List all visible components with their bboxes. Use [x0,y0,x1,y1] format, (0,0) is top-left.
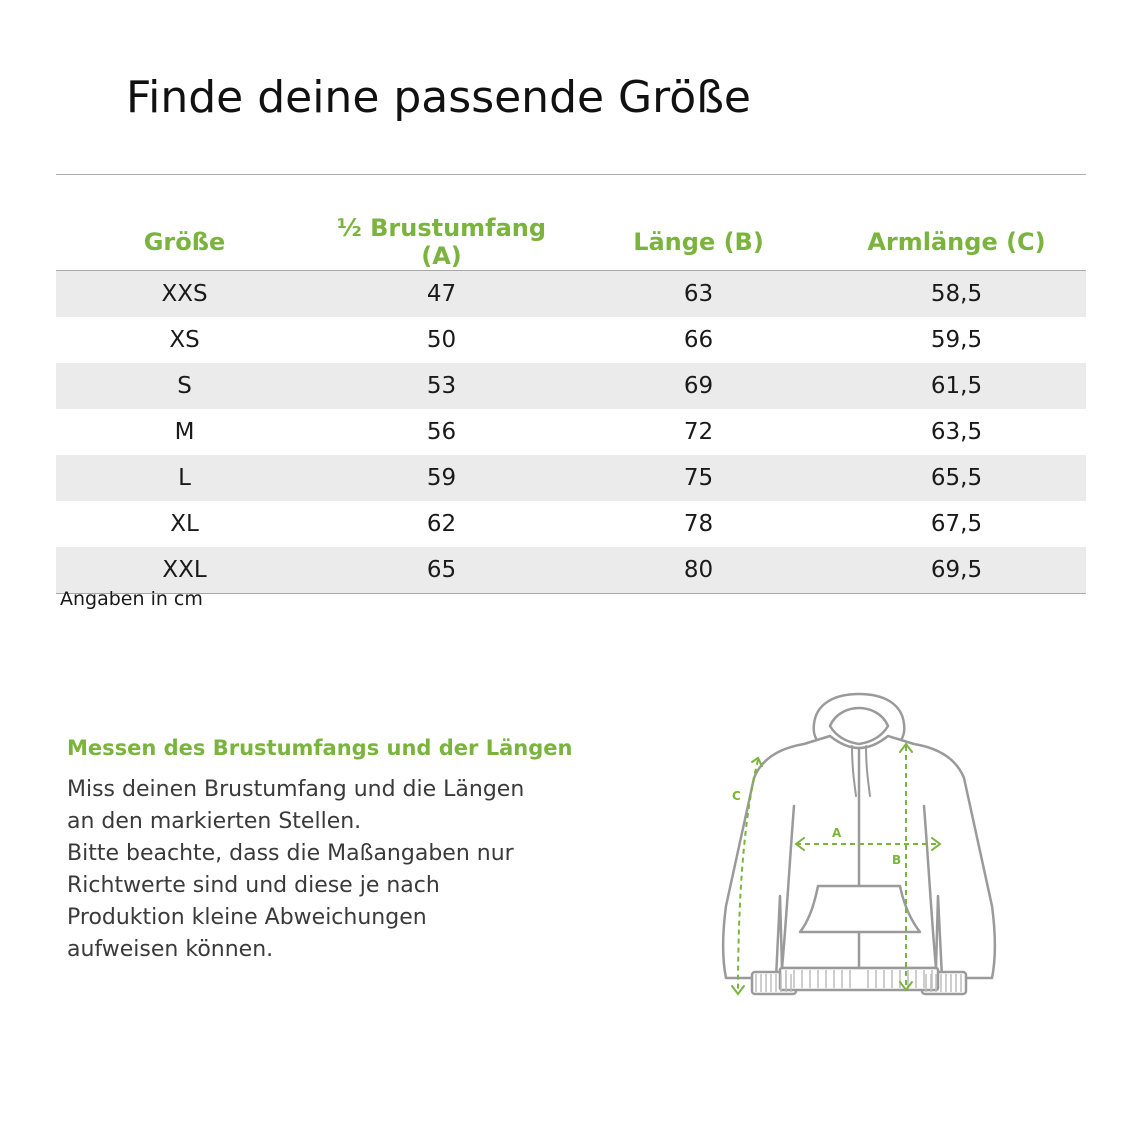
cell-size: L [56,455,313,501]
table-row [56,455,1086,501]
instruction-line: Miss deinen Brustumfang und die Längen [67,777,525,802]
measuring-heading: Messen des Brustumfangs und der Längen [67,736,573,760]
size-table [56,214,1086,594]
cell-length: 75 [570,455,827,501]
cell-length: 80 [570,547,827,594]
cell-chest: 62 [426,511,457,537]
cell-length: 66 [683,327,714,353]
header-length: Länge (B) [570,214,827,271]
cell-chest: 65 [313,547,570,594]
table-header-row [56,214,1086,271]
instruction-line: Bitte beachte, dass die Maßangaben nur [67,841,514,866]
table-row [56,317,1086,363]
cell-sleeve: 63,5 [930,419,983,445]
table-row [56,363,1086,409]
cell-size: XS [169,327,200,353]
cell-size: M [174,419,195,445]
cell-size: S [56,363,313,409]
label-b: B [892,853,902,867]
instruction-line: aufweisen können. [67,937,274,962]
cell-sleeve: 69,5 [827,547,1086,594]
cell-chest: 59 [313,455,570,501]
title-divider [56,174,1086,175]
cell-chest: 50 [426,327,457,353]
page-title: Finde deine passende Größe [126,72,751,123]
unit-note: Angaben in cm [60,588,203,610]
cell-sleeve: 61,5 [827,363,1086,409]
instruction-line: an den markierten Stellen. [67,809,362,834]
instruction-line: Produktion kleine Abweichungen [67,905,427,930]
cell-length: 63 [570,271,827,318]
cell-length: 72 [683,419,714,445]
cell-sleeve: 67,5 [930,511,983,537]
header-chest: ½ Brustumfang (A) [313,214,570,271]
hoodie-illustration [716,686,1016,1006]
cell-length: 78 [683,511,714,537]
cell-sleeve: 65,5 [827,455,1086,501]
table-row [56,501,1086,547]
cell-sleeve: 59,5 [930,327,983,353]
cell-size: XXL [56,547,313,594]
cell-sleeve: 58,5 [827,271,1086,318]
header-size: Größe [56,214,313,271]
hoodie-measurement-figure [716,686,1016,1006]
header-sleeve: Armlänge (C) [827,214,1086,271]
cell-chest: 56 [426,419,457,445]
cell-size: XXS [56,271,313,318]
table-row [56,409,1086,455]
cell-length: 69 [570,363,827,409]
table-row [56,271,1086,318]
instruction-line: Richtwerte sind und diese je nach [67,873,440,898]
label-c: C [732,789,741,803]
measuring-instructions [67,774,587,966]
label-a: A [832,826,842,840]
table-row [56,547,1086,594]
cell-chest: 53 [313,363,570,409]
cell-chest: 47 [313,271,570,318]
cell-size: XL [170,511,199,537]
